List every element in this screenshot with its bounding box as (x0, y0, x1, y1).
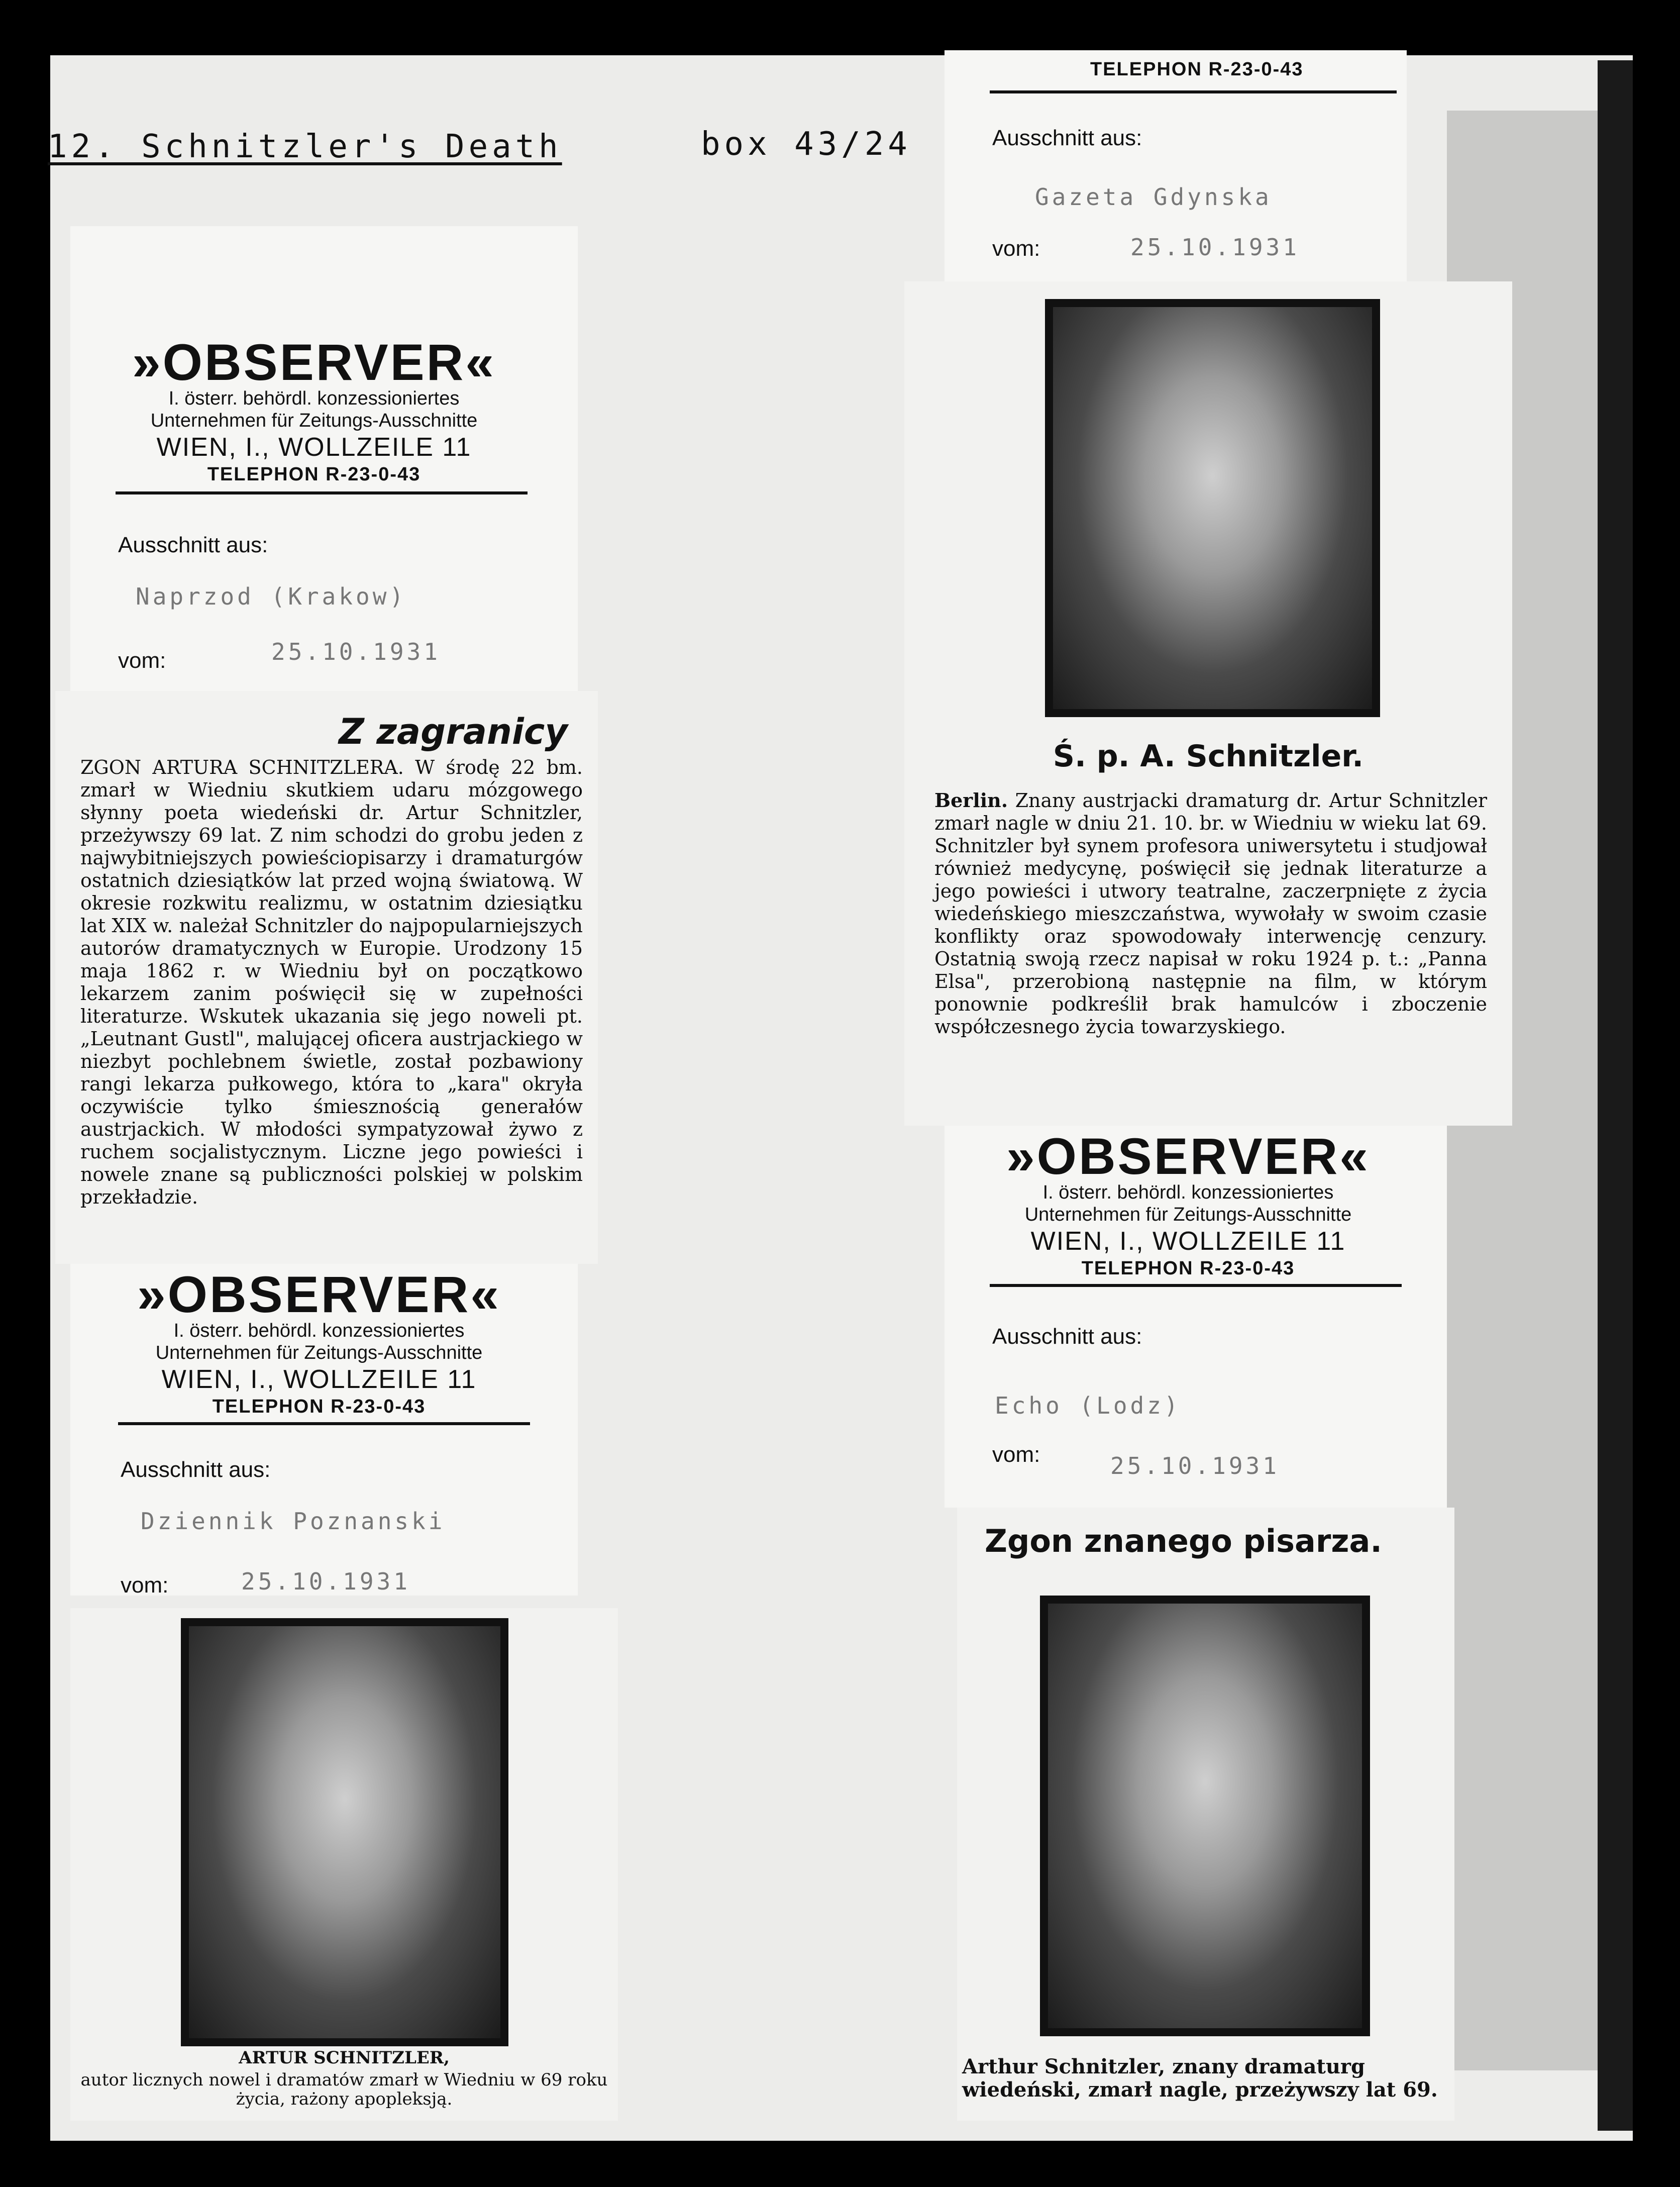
article-text: ZGON ARTURA SCHNITZLERA. W środę 22 bm. zmarł w Wiedniu skutkiem udaru mózgowego słynny poeta wiedeński dr. Artur Schnitzler, przeżywszy 69 lat. Z nim schodzi do grobu jeden z najwybitniejszych powieściopisarzy i dramaturgów ostatnich dziesiątków lat przed wojną światową. W okresie rozkwitu realizmu, w ostatnim dziesiątku lat XIX w. należał Schnitzler do najpopularniejszych autorów dramatycznych w Europie. Urodzony 15 maja 1862 r. w Wiedniu był on początkowo lekarzem zanim poświęcił się w zupełności literaturze. Wskutek ukazania się jego noweli pt. „Leutnant Gustl", malującej oficera austrjackiego w niezbyt pochlebnem świetle, został pozbawiony rangi lekarza pułkowego, która to „kara" okryła oczywiście tylko śmiesznością generałów austrjackich. W młodości sympatyzował żywo z ruchem socjalistycznym. Liczne jego powieści i nowele znane są publiczności polskiej w polskim przekładzie. (80, 756, 583, 1208)
photo-caption-text: Arthur Schnitzler, znany dramaturg wiedeński, zmarł nagle, przeżywszy lat 69. (962, 2055, 1438, 2102)
folder-header (48, 128, 562, 165)
observer-address: WIEN, I., WOLLZEILE 11 (156, 433, 472, 462)
observer-line2: Unternehmen für Zeitungs-Ausschnitte (155, 1342, 483, 1363)
clipping-dziennik (70, 1608, 618, 2121)
photo-caption-name: ARTUR SCHNITZLER, (239, 2048, 450, 2068)
observer-telephon: TELEPHON R-23-0-43 (212, 1396, 426, 1417)
observer-address: WIEN, I., WOLLZEILE 11 (161, 1365, 477, 1395)
scan-edge (1598, 60, 1633, 2131)
observer-logo: »OBSERVER« (137, 1266, 501, 1323)
observer-line2: Unternehmen für Zeitungs-Ausschnitte (150, 410, 478, 431)
divider-rule (116, 491, 528, 494)
observer-telephon: TELEPHON R-23-0-43 (1090, 59, 1304, 80)
observer-line1: I. österr. behördl. konzessioniertes (1042, 1182, 1334, 1203)
observer-line1: I. österr. behördl. konzessioniertes (173, 1320, 465, 1341)
section-heading: Z zagranicy (339, 711, 568, 752)
date-label: vom: (992, 236, 1040, 261)
observer-card-dziennik (70, 1264, 578, 1596)
date-value: 25.10.1931 (241, 1568, 410, 1595)
source-label: Ausschnitt aus: (992, 126, 1142, 150)
source-value: Gazeta Gdynska (1035, 183, 1272, 211)
clipping-echo (957, 1508, 1454, 2121)
observer-card-gazeta (944, 50, 1407, 281)
article-text (934, 789, 1487, 1038)
article-headline: Ś. p. A. Schnitzler. (1053, 739, 1364, 774)
source-value: Naprzod (Krakow) (136, 583, 407, 610)
dateline: Berlin. (934, 789, 1008, 812)
portrait-photo (1045, 299, 1380, 717)
observer-address: WIEN, I., WOLLZEILE 11 (1030, 1227, 1346, 1256)
divider-rule (990, 1284, 1402, 1287)
observer-line2: Unternehmen für Zeitungs-Ausschnitte (1024, 1204, 1352, 1225)
source-label: Ausschnitt aus: (992, 1324, 1142, 1349)
source-value: Dziennik Poznanski (141, 1508, 446, 1535)
source-label: Ausschnitt aus: (121, 1457, 271, 1482)
observer-card-echo (944, 1126, 1447, 1508)
divider-rule (118, 1422, 530, 1425)
date-value: 25.10.1931 (1130, 234, 1300, 261)
source-label: Ausschnitt aus: (118, 533, 268, 557)
clipping-gazeta (904, 281, 1512, 1126)
observer-telephon: TELEPHON R-23-0-43 (1081, 1257, 1295, 1279)
observer-logo: »OBSERVER« (132, 334, 496, 391)
portrait-photo (181, 1618, 508, 2046)
article-body: Znany austrjacki dramaturg dr. Artur Schnitzler zmarł nagle w dniu 21. 10. br. w Wiedniu w wieku lat 69. Schnitzler był synem profesora uniwersytetu i studjował również medycynę, poświęcił się jednak literaturze a jego powieści i utwory teatralne, zaczerpnięte z życia wiedeńskiego mieszczaństwa, wywołały w swoim czasie konflikty oraz spowodowały interwencję cenzury. Ostatnią swoją rzecz napisał w roku 1924 p. t.: „Panna Elsa", przerobioną następnie na film, w którym ponownie podkreślił brak hamulców i zboczenie współczesnego życia towarzyskiego. (934, 789, 1487, 1038)
observer-line1: I. österr. behördl. konzessioniertes (168, 388, 460, 409)
date-label: vom: (992, 1442, 1040, 1467)
folder-title: 12. Schnitzler's Death (48, 128, 562, 165)
source-value: Echo (Lodz) (995, 1392, 1181, 1419)
box-number: box 43/24 (701, 126, 911, 163)
photo-caption-text: autor licznych nowel i dramatów zmarł w Wiedniu w 69 roku życia, rażony apopleksją. (80, 2070, 608, 2109)
date-value: 25.10.1931 (271, 638, 441, 665)
clipping-naprzod (55, 691, 598, 1264)
date-label: vom: (118, 648, 166, 673)
observer-logo: »OBSERVER« (1006, 1128, 1371, 1185)
date-value: 25.10.1931 (1110, 1452, 1280, 1479)
portrait-photo (1040, 1596, 1370, 2036)
divider-rule (990, 90, 1397, 93)
article-headline: Zgon znanego pisarza. (985, 1523, 1382, 1559)
observer-card-naprzod (70, 226, 578, 693)
observer-telephon: TELEPHON R-23-0-43 (207, 463, 421, 485)
date-label: vom: (121, 1573, 169, 1598)
